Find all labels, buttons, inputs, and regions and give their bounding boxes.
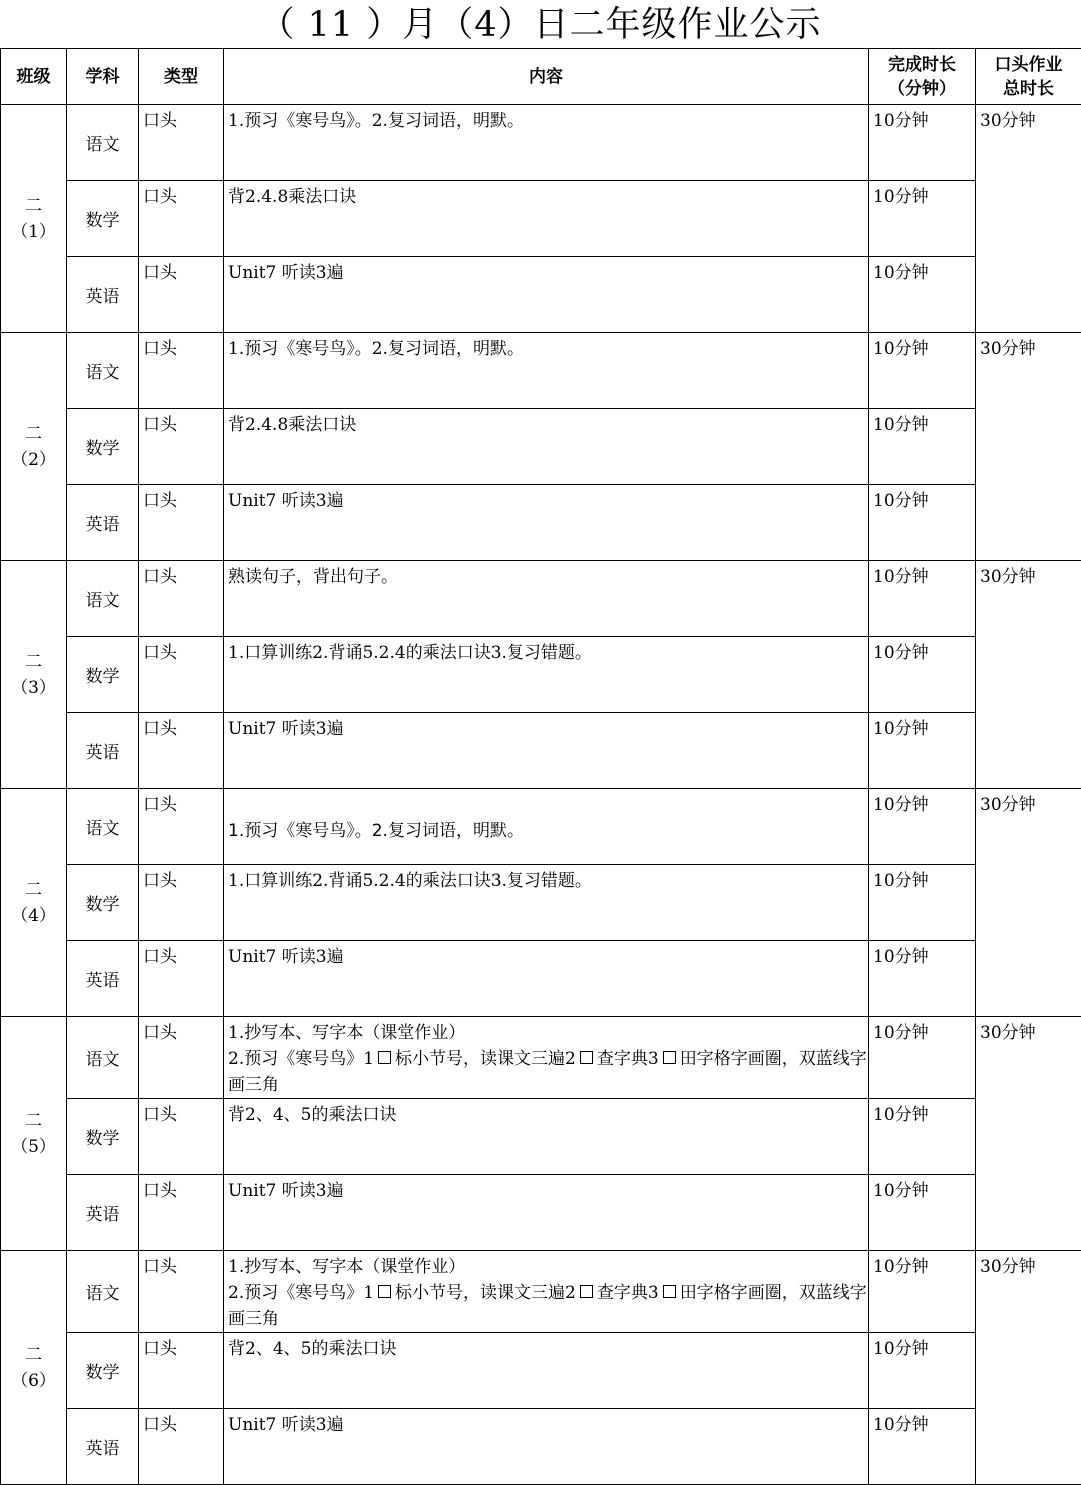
class-number: （5） [1, 1134, 66, 1160]
table-row [1, 561, 1081, 637]
content-cell: Unit7 听读3遍 [224, 485, 869, 561]
subject-cell: 英语 [67, 713, 139, 789]
content-part: 2.预习《寒号鸟》1 [228, 1049, 374, 1069]
checkbox-icon [580, 1051, 593, 1064]
table-row [1, 333, 1081, 409]
table-row [1, 789, 1081, 865]
header-total-line1: 口头作业 [976, 53, 1081, 77]
table-row [1, 485, 1081, 561]
duration-cell: 10分钟 [869, 941, 976, 1017]
duration-cell: 10分钟 [869, 105, 976, 181]
table-row [1, 409, 1081, 485]
subject-cell: 英语 [67, 257, 139, 333]
type-cell: 口头 [139, 333, 224, 409]
class-cell [1, 105, 67, 333]
header-duration-line1: 完成时长 [869, 53, 975, 77]
content-cell [224, 789, 869, 865]
content-part: 标小节号，读课文三遍2 [395, 1283, 576, 1303]
type-cell: 口头 [139, 181, 224, 257]
class-grade: 二 [1, 421, 66, 447]
content-part: 2.预习《寒号鸟》1 [228, 1283, 374, 1303]
type-cell: 口头 [139, 637, 224, 713]
content-part: 查字典3 [597, 1049, 659, 1069]
type-cell: 口头 [139, 561, 224, 637]
class-grade: 二 [1, 193, 66, 219]
subject-cell: 语文 [67, 1017, 139, 1099]
class-grade: 二 [1, 1108, 66, 1134]
content-cell: 1.口算训练2.背诵5.2.4的乘法口诀3.复习错题。 [224, 637, 869, 713]
subject-cell: 英语 [67, 941, 139, 1017]
class-grade: 二 [1, 649, 66, 675]
subject-cell: 语文 [67, 561, 139, 637]
content-part: 田字格字画圈，双蓝线字画三角 [228, 1049, 867, 1095]
content-line-1: 1.抄写本、写字本（课堂作业） [228, 1020, 868, 1046]
class-number: （3） [1, 675, 66, 701]
header-class: 班级 [1, 49, 67, 105]
duration-cell: 10分钟 [869, 637, 976, 713]
total-duration-cell: 30分钟 [976, 1017, 1081, 1251]
type-cell: 口头 [139, 1333, 224, 1409]
duration-cell: 10分钟 [869, 1333, 976, 1409]
table-row [1, 257, 1081, 333]
duration-cell: 10分钟 [869, 1251, 976, 1333]
content-cell: 1.预习《寒号鸟》。2.复习词语，明默。 [224, 105, 869, 181]
content-part: 查字典3 [597, 1283, 659, 1303]
content-part: 田字格字画圈，双蓝线字画三角 [228, 1283, 867, 1329]
duration-cell: 10分钟 [869, 1099, 976, 1175]
type-cell: 口头 [139, 713, 224, 789]
type-cell: 口头 [139, 789, 224, 865]
total-duration-cell: 30分钟 [976, 561, 1081, 789]
table-row [1, 1251, 1081, 1333]
table-row [1, 105, 1081, 181]
content-cell: Unit7 听读3遍 [224, 1175, 869, 1251]
content-text: 1.预习《寒号鸟》。2.复习词语，明默。 [228, 792, 868, 844]
duration-cell: 10分钟 [869, 409, 976, 485]
subject-cell: 数学 [67, 1099, 139, 1175]
content-cell [224, 1251, 869, 1333]
table-row [1, 637, 1081, 713]
checkbox-icon [580, 1285, 593, 1298]
type-cell: 口头 [139, 1099, 224, 1175]
subject-cell: 语文 [67, 105, 139, 181]
header-duration-line2: （分钟） [869, 77, 975, 101]
content-cell: Unit7 听读3遍 [224, 941, 869, 1017]
type-cell: 口头 [139, 1409, 224, 1485]
type-cell: 口头 [139, 409, 224, 485]
content-cell: 1.预习《寒号鸟》。2.复习词语，明默。 [224, 333, 869, 409]
duration-cell: 10分钟 [869, 1409, 976, 1485]
table-row [1, 181, 1081, 257]
table-row [1, 941, 1081, 1017]
header-content: 内容 [224, 49, 869, 105]
type-cell: 口头 [139, 1175, 224, 1251]
subject-cell: 数学 [67, 637, 139, 713]
subject-cell: 英语 [67, 485, 139, 561]
duration-cell: 10分钟 [869, 257, 976, 333]
content-cell: 背2.4.8乘法口诀 [224, 409, 869, 485]
homework-table [0, 48, 1081, 1485]
class-grade: 二 [1, 877, 66, 903]
class-number: （2） [1, 447, 66, 473]
total-duration-cell: 30分钟 [976, 105, 1081, 333]
header-subject: 学科 [67, 49, 139, 105]
duration-cell: 10分钟 [869, 485, 976, 561]
subject-cell: 数学 [67, 865, 139, 941]
content-line-2 [228, 1046, 868, 1098]
type-cell: 口头 [139, 257, 224, 333]
content-cell: Unit7 听读3遍 [224, 713, 869, 789]
class-cell [1, 561, 67, 789]
subject-cell: 数学 [67, 181, 139, 257]
content-cell: 背2、4、5的乘法口诀 [224, 1099, 869, 1175]
content-cell: 熟读句子，背出句子。 [224, 561, 869, 637]
page-title: （ 11 ）月（4）日二年级作业公示 [0, 0, 1081, 48]
header-duration [869, 49, 976, 105]
duration-cell: 10分钟 [869, 181, 976, 257]
checkbox-icon [378, 1285, 391, 1298]
type-cell: 口头 [139, 865, 224, 941]
subject-cell: 语文 [67, 1251, 139, 1333]
class-cell [1, 789, 67, 1017]
content-cell: 背2.4.8乘法口诀 [224, 181, 869, 257]
table-row [1, 1333, 1081, 1409]
total-duration-cell: 30分钟 [976, 1251, 1081, 1485]
subject-cell: 语文 [67, 333, 139, 409]
class-grade: 二 [1, 1342, 66, 1368]
class-cell [1, 1251, 67, 1485]
duration-cell: 10分钟 [869, 333, 976, 409]
header-total [976, 49, 1081, 105]
duration-cell: 10分钟 [869, 865, 976, 941]
total-duration-cell: 30分钟 [976, 789, 1081, 1017]
header-type: 类型 [139, 49, 224, 105]
table-row [1, 865, 1081, 941]
duration-cell: 10分钟 [869, 1017, 976, 1099]
subject-cell: 语文 [67, 789, 139, 865]
header-row [1, 49, 1081, 105]
class-number: （4） [1, 903, 66, 929]
content-cell: 1.口算训练2.背诵5.2.4的乘法口诀3.复习错题。 [224, 865, 869, 941]
table-row [1, 713, 1081, 789]
content-part: 标小节号，读课文三遍2 [395, 1049, 576, 1069]
class-number: （6） [1, 1368, 66, 1394]
subject-cell: 英语 [67, 1175, 139, 1251]
type-cell: 口头 [139, 105, 224, 181]
type-cell: 口头 [139, 1251, 224, 1333]
class-cell [1, 333, 67, 561]
checkbox-icon [378, 1051, 391, 1064]
table-row [1, 1175, 1081, 1251]
content-cell: 背2、4、5的乘法口诀 [224, 1333, 869, 1409]
class-cell [1, 1017, 67, 1251]
class-number: （1） [1, 219, 66, 245]
checkbox-icon [663, 1285, 676, 1298]
type-cell: 口头 [139, 941, 224, 1017]
table-row [1, 1409, 1081, 1485]
duration-cell: 10分钟 [869, 789, 976, 865]
duration-cell: 10分钟 [869, 561, 976, 637]
checkbox-icon [663, 1051, 676, 1064]
table-row [1, 1017, 1081, 1099]
content-line-2 [228, 1280, 868, 1332]
duration-cell: 10分钟 [869, 713, 976, 789]
header-total-line2: 总时长 [976, 77, 1081, 101]
table-row [1, 1099, 1081, 1175]
content-cell: Unit7 听读3遍 [224, 1409, 869, 1485]
content-cell [224, 1017, 869, 1099]
subject-cell: 英语 [67, 1409, 139, 1485]
subject-cell: 数学 [67, 1333, 139, 1409]
type-cell: 口头 [139, 1017, 224, 1099]
total-duration-cell: 30分钟 [976, 333, 1081, 561]
type-cell: 口头 [139, 485, 224, 561]
duration-cell: 10分钟 [869, 1175, 976, 1251]
subject-cell: 数学 [67, 409, 139, 485]
content-cell: Unit7 听读3遍 [224, 257, 869, 333]
content-line-1: 1.抄写本、写字本（课堂作业） [228, 1254, 868, 1280]
